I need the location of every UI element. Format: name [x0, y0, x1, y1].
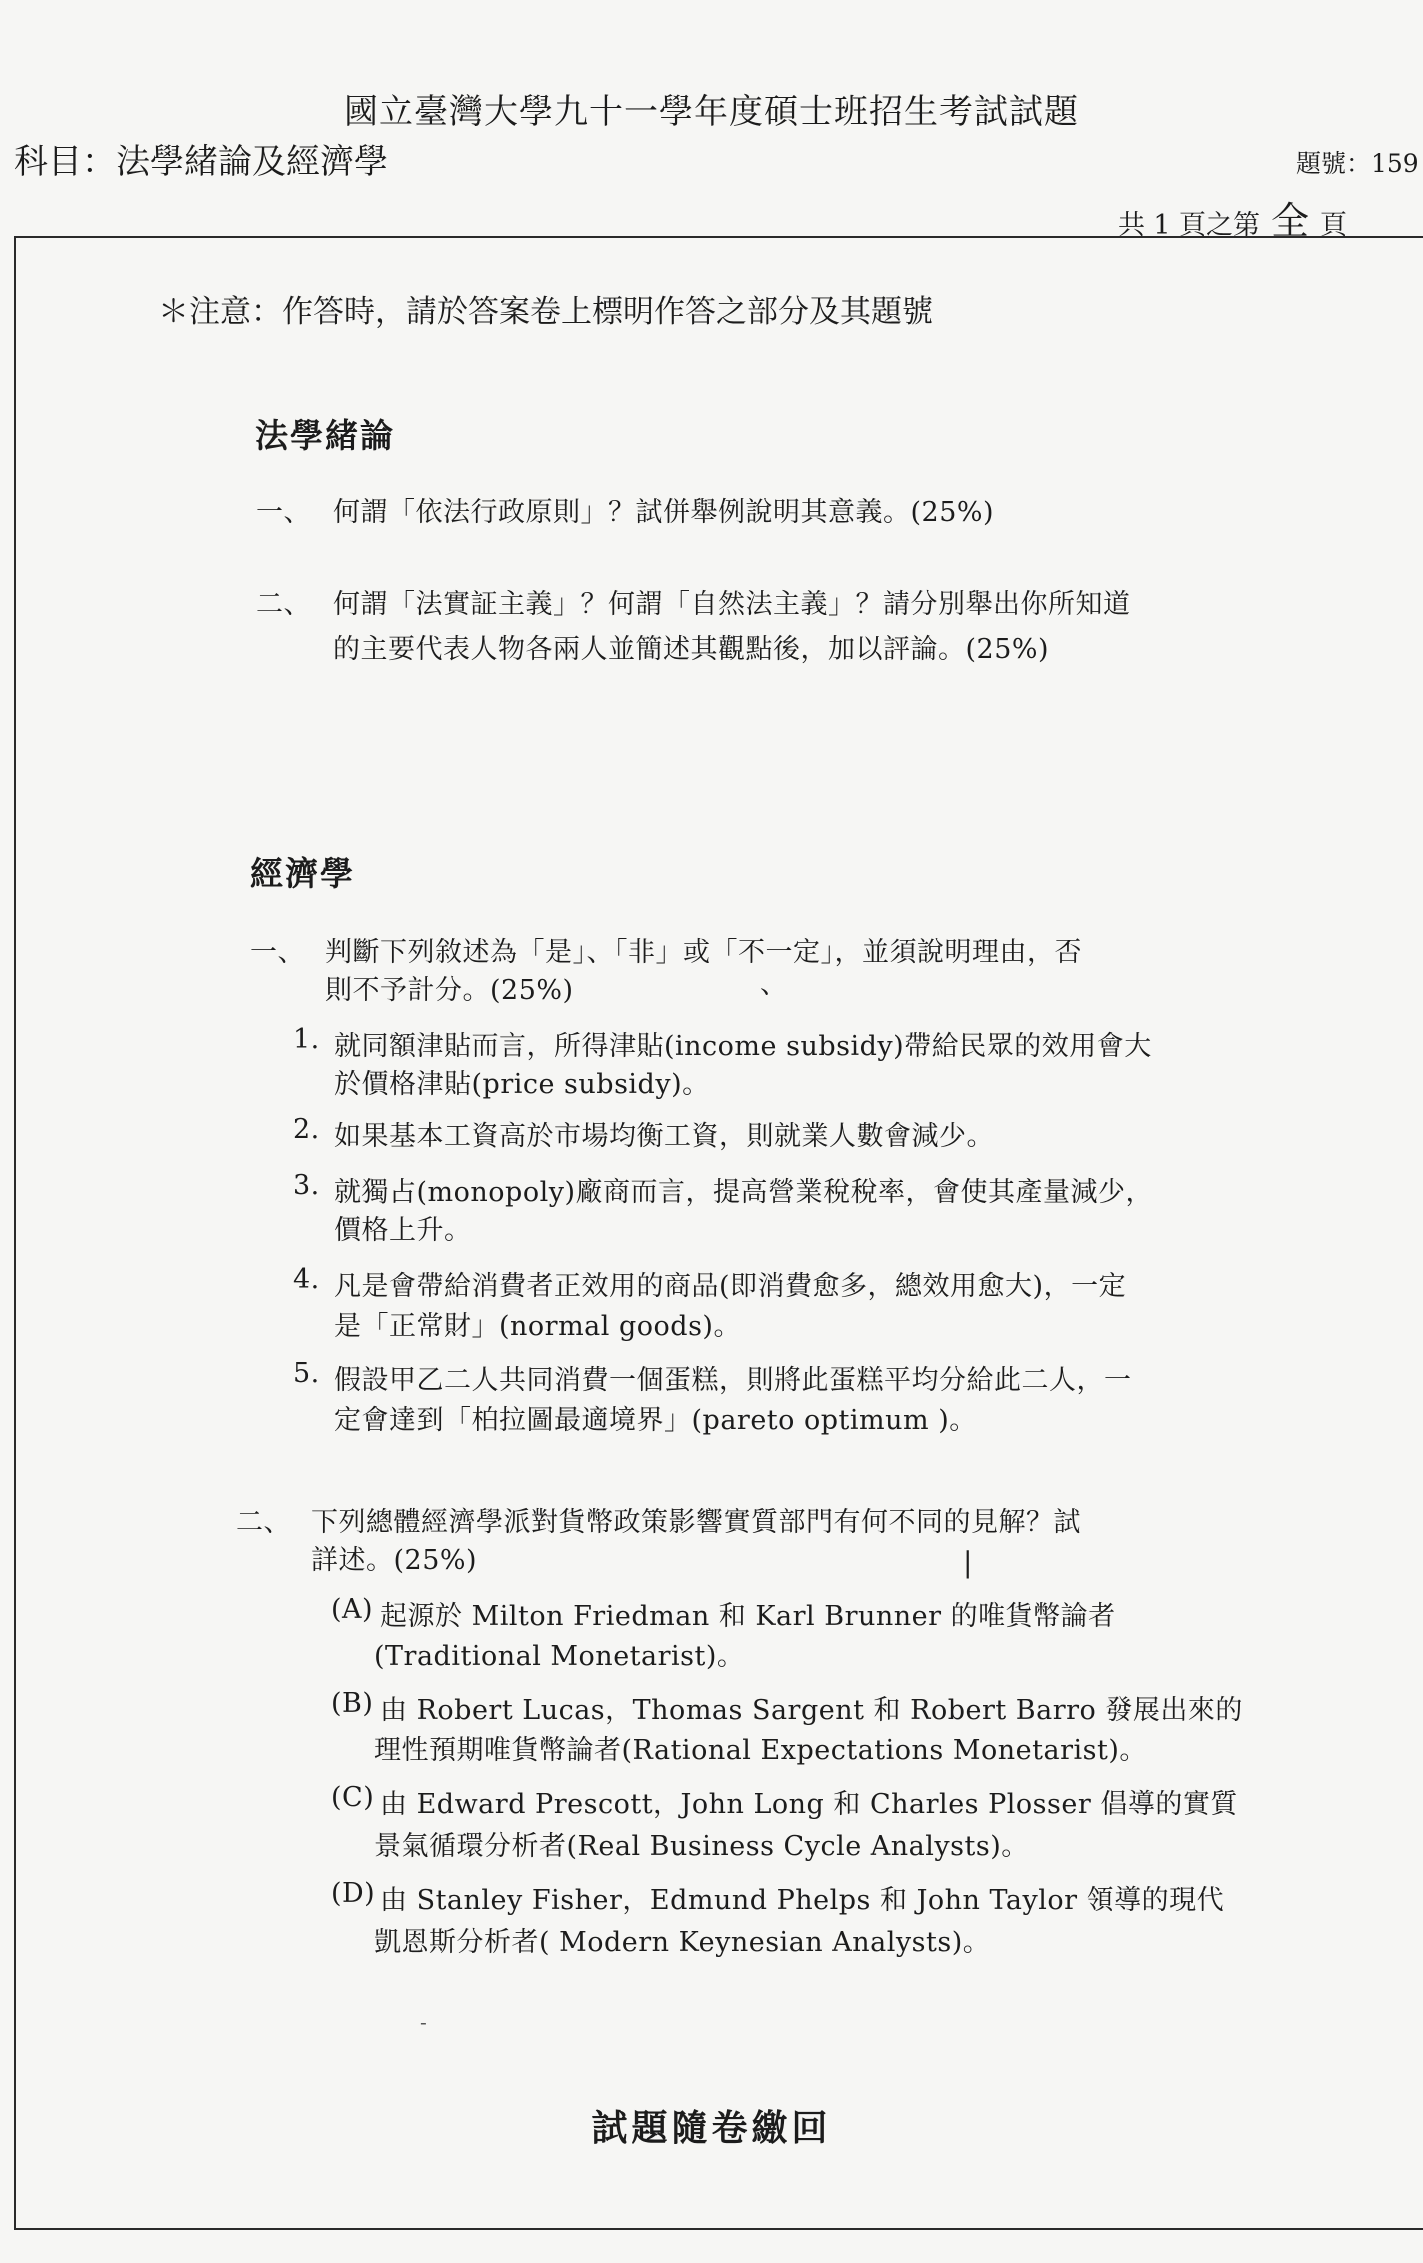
econ-q2-itemC-line2: 景氣循環分析者(Real Business Cycle Analysts)。 — [374, 1831, 1029, 1862]
law-q1-number: 一、 — [256, 497, 311, 528]
econ-q1-item1-line1: 就同額津貼而言，所得津貼(income subsidy)帶給民眾的效用會大 — [334, 1031, 1152, 1062]
exam-title: 國立臺灣大學九十一學年度碩士班招生考試試題 — [344, 92, 1079, 132]
law-q2-line1: 何謂「法實証主義」？何謂「自然法主義」？請分別舉出你所知道 — [333, 589, 1131, 620]
footer-note: 試題隨卷繳回 — [591, 2107, 832, 2149]
econ-q2-number: 二、 — [236, 1507, 291, 1538]
econ-q1-line2: 則不予計分。(25%) — [325, 975, 574, 1006]
econ-q2-itemA-line2: (Traditional Monetarist)。 — [374, 1641, 745, 1672]
econ-q2-itemA-number: (A) — [331, 1594, 374, 1625]
page-mid: 頁之第 — [1179, 210, 1260, 241]
econ-q2-itemB-line2: 理性預期唯貨幣論者(Rational Expectations Monetarist)。 — [374, 1735, 1147, 1766]
econ-q1-item3-line1: 就獨占(monopoly)廠商而言，提高營業稅稅率，會使其產量減少， — [334, 1177, 1153, 1208]
econ-q2-itemB-line1: 由 Robert Lucas，Thomas Sargent 和 Robert Barro 發展出來的 — [380, 1695, 1243, 1726]
econ-q1-item5-line1: 假設甲乙二人共同消費一個蛋糕，則將此蛋糕平均分給此二人，一 — [334, 1365, 1132, 1396]
econ-q2-itemD-line2: 凱恩斯分析者( Modern Keynesian Analysts)。 — [374, 1927, 991, 1958]
stray-tick-mark: 、 — [760, 969, 787, 1000]
econ-q1-item4-number: 4. — [293, 1264, 320, 1295]
law-q1-text: 何謂「依法行政原則」？試併舉例說明其意義。(25%) — [333, 497, 995, 528]
econ-section-title: 經濟學 — [250, 854, 355, 893]
page-current: 全 — [1270, 199, 1309, 243]
econ-q2-itemA-line1: 起源於 Milton Friedman 和 Karl Brunner 的唯貨幣論者 — [380, 1601, 1116, 1632]
econ-q1-item5-number: 5. — [293, 1358, 320, 1389]
econ-q1-item3-line2: 價格上升。 — [334, 1215, 472, 1246]
stray-bar-mark: | — [963, 1546, 973, 1579]
notice: ＊注意：作答時，請於答案卷上標明作答之部分及其題號 — [158, 294, 933, 330]
econ-q2-itemD-line1: 由 Stanley Fisher，Edmund Phelps 和 John Taylor 領導的現代 — [380, 1885, 1225, 1916]
econ-q2-itemB-number: (B) — [331, 1688, 374, 1719]
econ-q2-line2: 詳述。(25%) — [311, 1545, 478, 1576]
econ-q1-item4-line1: 凡是會帶給消費者正效用的商品(即消費愈多，總效用愈大)，一定 — [334, 1271, 1127, 1302]
page-suffix: 頁 — [1320, 210, 1347, 241]
econ-q1-item1-line2: 於價格津貼(price subsidy)。 — [334, 1069, 710, 1100]
econ-q2-itemD-number: (D) — [331, 1878, 376, 1909]
econ-q1-item3-number: 3. — [293, 1170, 320, 1201]
econ-q2-itemC-number: (C) — [331, 1782, 375, 1813]
stray-dash-mark: - — [420, 2010, 427, 2034]
econ-q2-itemC-line1: 由 Edward Prescott，John Long 和 Charles Plosser 倡導的實質 — [380, 1789, 1238, 1820]
econ-q1-number: 一、 — [250, 937, 305, 968]
econ-q1-item4-line2: 是「正常財」(normal goods)。 — [334, 1311, 741, 1342]
page-total: 1 — [1153, 210, 1171, 241]
econ-q2-line1: 下列總體經濟學派對貨幣政策影響實質部門有何不同的見解？試 — [311, 1507, 1081, 1538]
econ-q1-item2-number: 2. — [293, 1114, 320, 1145]
law-section-title: 法學緒論 — [255, 416, 395, 455]
question-number: 題號：159 — [1296, 149, 1419, 178]
subject-label: 科目：法學緒論及經濟學 — [14, 142, 388, 182]
law-q2-line2: 的主要代表人物各兩人並簡述其觀點後，加以評論。(25%) — [333, 634, 1050, 665]
econ-q1-item5-line2: 定會達到「柏拉圖最適境界」(pareto optimum )。 — [334, 1405, 977, 1436]
econ-q1-line1: 判斷下列敘述為「是」、「非」或「不一定」，並須說明理由，否 — [325, 937, 1082, 968]
page-total-prefix: 共 — [1118, 210, 1145, 241]
law-q2-number: 二、 — [256, 589, 311, 620]
econ-q1-item2-line1: 如果基本工資高於市場均衡工資，則就業人數會減少。 — [334, 1121, 994, 1152]
econ-q1-item1-number: 1. — [293, 1024, 320, 1055]
